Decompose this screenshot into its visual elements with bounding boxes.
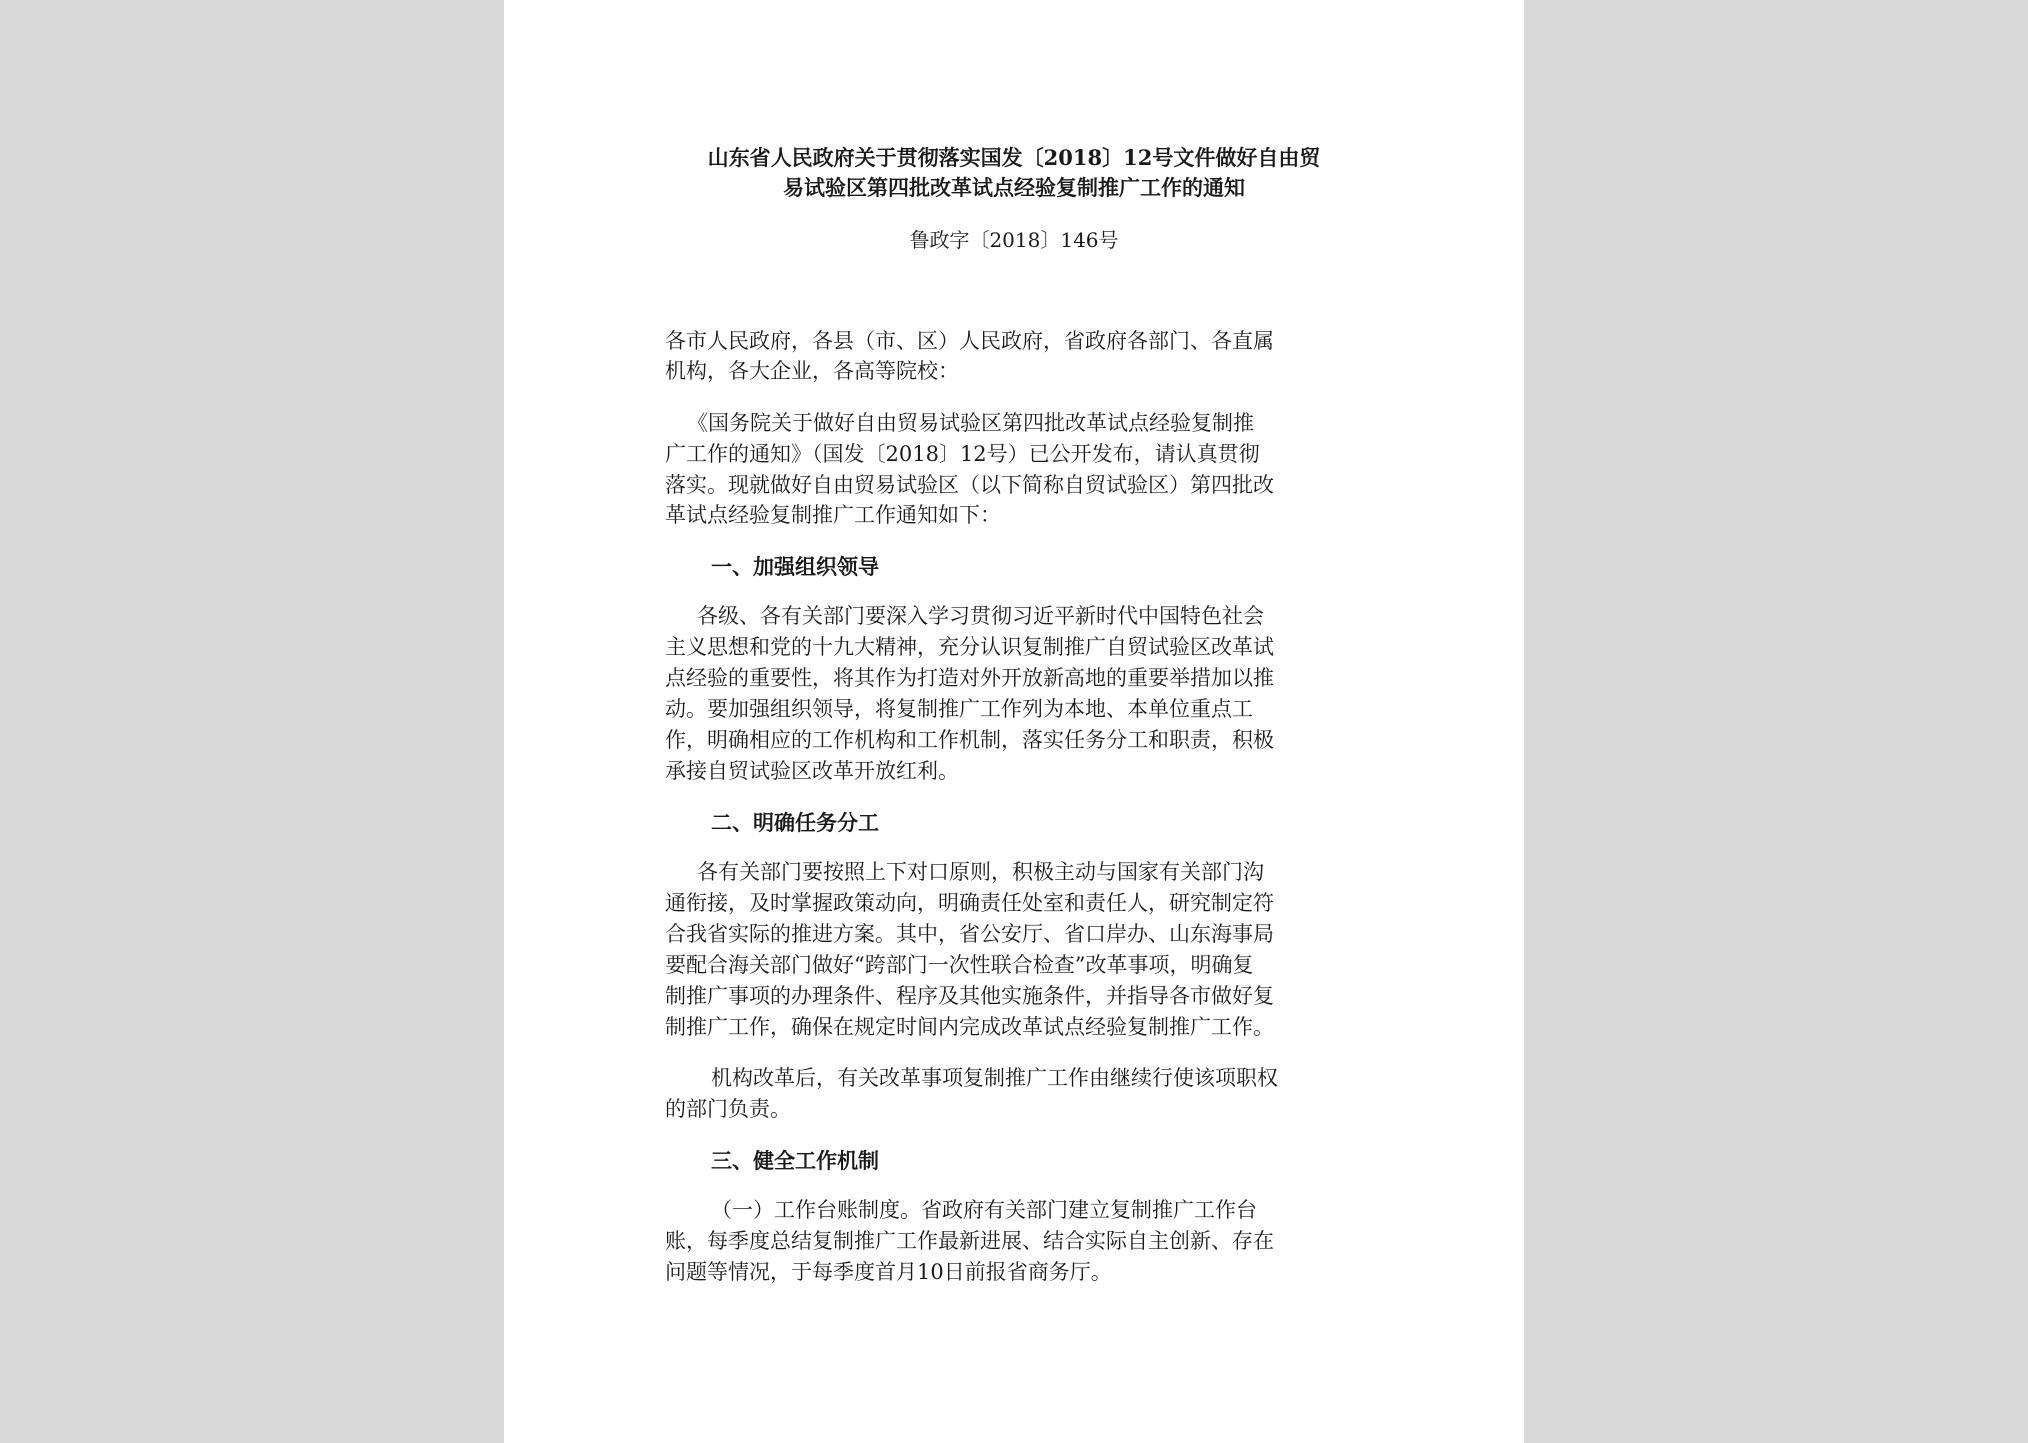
body-line: 问题等情况，于每季度首月10日前报省商务厅。 [665,1260,1112,1284]
body-line: 承接自贸试验区改革开放红利。 [665,759,959,783]
body-line: 账，每季度总结复制推广工作最新进展、结合实际自主创新、存在 [665,1229,1274,1253]
body-line: （一）工作台账制度。省政府有关部门建立复制推广工作台 [711,1198,1257,1222]
body-line: 点经验的重要性，将其作为打造对外开放新高地的重要举措加以推 [665,666,1274,690]
body-line: 革试点经验复制推广工作通知如下： [665,503,1001,527]
document-page [504,0,1524,1443]
body-line: 机构改革后，有关改革事项复制推广工作由继续行使该项职权 [711,1066,1278,1090]
body-line: 各有关部门要按照上下对口原则，积极主动与国家有关部门沟 [697,860,1264,884]
document-title-line-2: 易试验区第四批改革试点经验复制推广工作的通知 [783,175,1245,200]
body-line: 落实。现就做好自由贸易试验区（以下简称自贸试验区）第四批改 [665,473,1274,497]
body-line: 机构，各大企业，各高等院校： [665,359,959,383]
body-line: 作，明确相应的工作机构和工作机制，落实任务分工和职责，积极 [665,728,1274,752]
body-line: 的部门负责。 [665,1097,791,1121]
body-line: 各级、各有关部门要深入学习贯彻习近平新时代中国特色社会 [697,604,1264,628]
body-line: 通衔接，及时掌握政策动向，明确责任处室和责任人，研究制定符 [665,891,1274,915]
body-line: 《国务院关于做好自由贸易试验区第四批改革试点经验复制推 [687,411,1254,435]
body-line: 主义思想和党的十九大精神，充分认识复制推广自贸试验区改革试 [665,635,1274,659]
section-heading-2: 二、明确任务分工 [711,810,879,835]
document-title-line-1: 山东省人民政府关于贯彻落实国发〔2018〕12号文件做好自由贸 [707,145,1321,170]
body-line: 各市人民政府，各县（市、区）人民政府，省政府各部门、各直属 [665,329,1274,353]
body-line: 要配合海关部门做好“跨部门一次性联合检查”改革事项，明确复 [665,953,1254,977]
body-line: 制推广事项的办理条件、程序及其他实施条件，并指导各市做好复 [665,984,1274,1008]
section-heading-1: 一、加强组织领导 [711,554,879,579]
body-line: 广工作的通知》（国发〔2018〕12号）已公开发布，请认真贯彻 [665,442,1260,466]
body-line: 动。要加强组织领导，将复制推广工作列为本地、本单位重点工 [665,697,1253,721]
body-line: 合我省实际的推进方案。其中，省公安厅、省口岸办、山东海事局 [665,922,1274,946]
body-line: 制推广工作，确保在规定时间内完成改革试点经验复制推广工作。 [665,1015,1274,1039]
section-heading-3: 三、健全工作机制 [711,1148,879,1173]
document-number: 鲁政字〔2018〕146号 [909,228,1119,252]
